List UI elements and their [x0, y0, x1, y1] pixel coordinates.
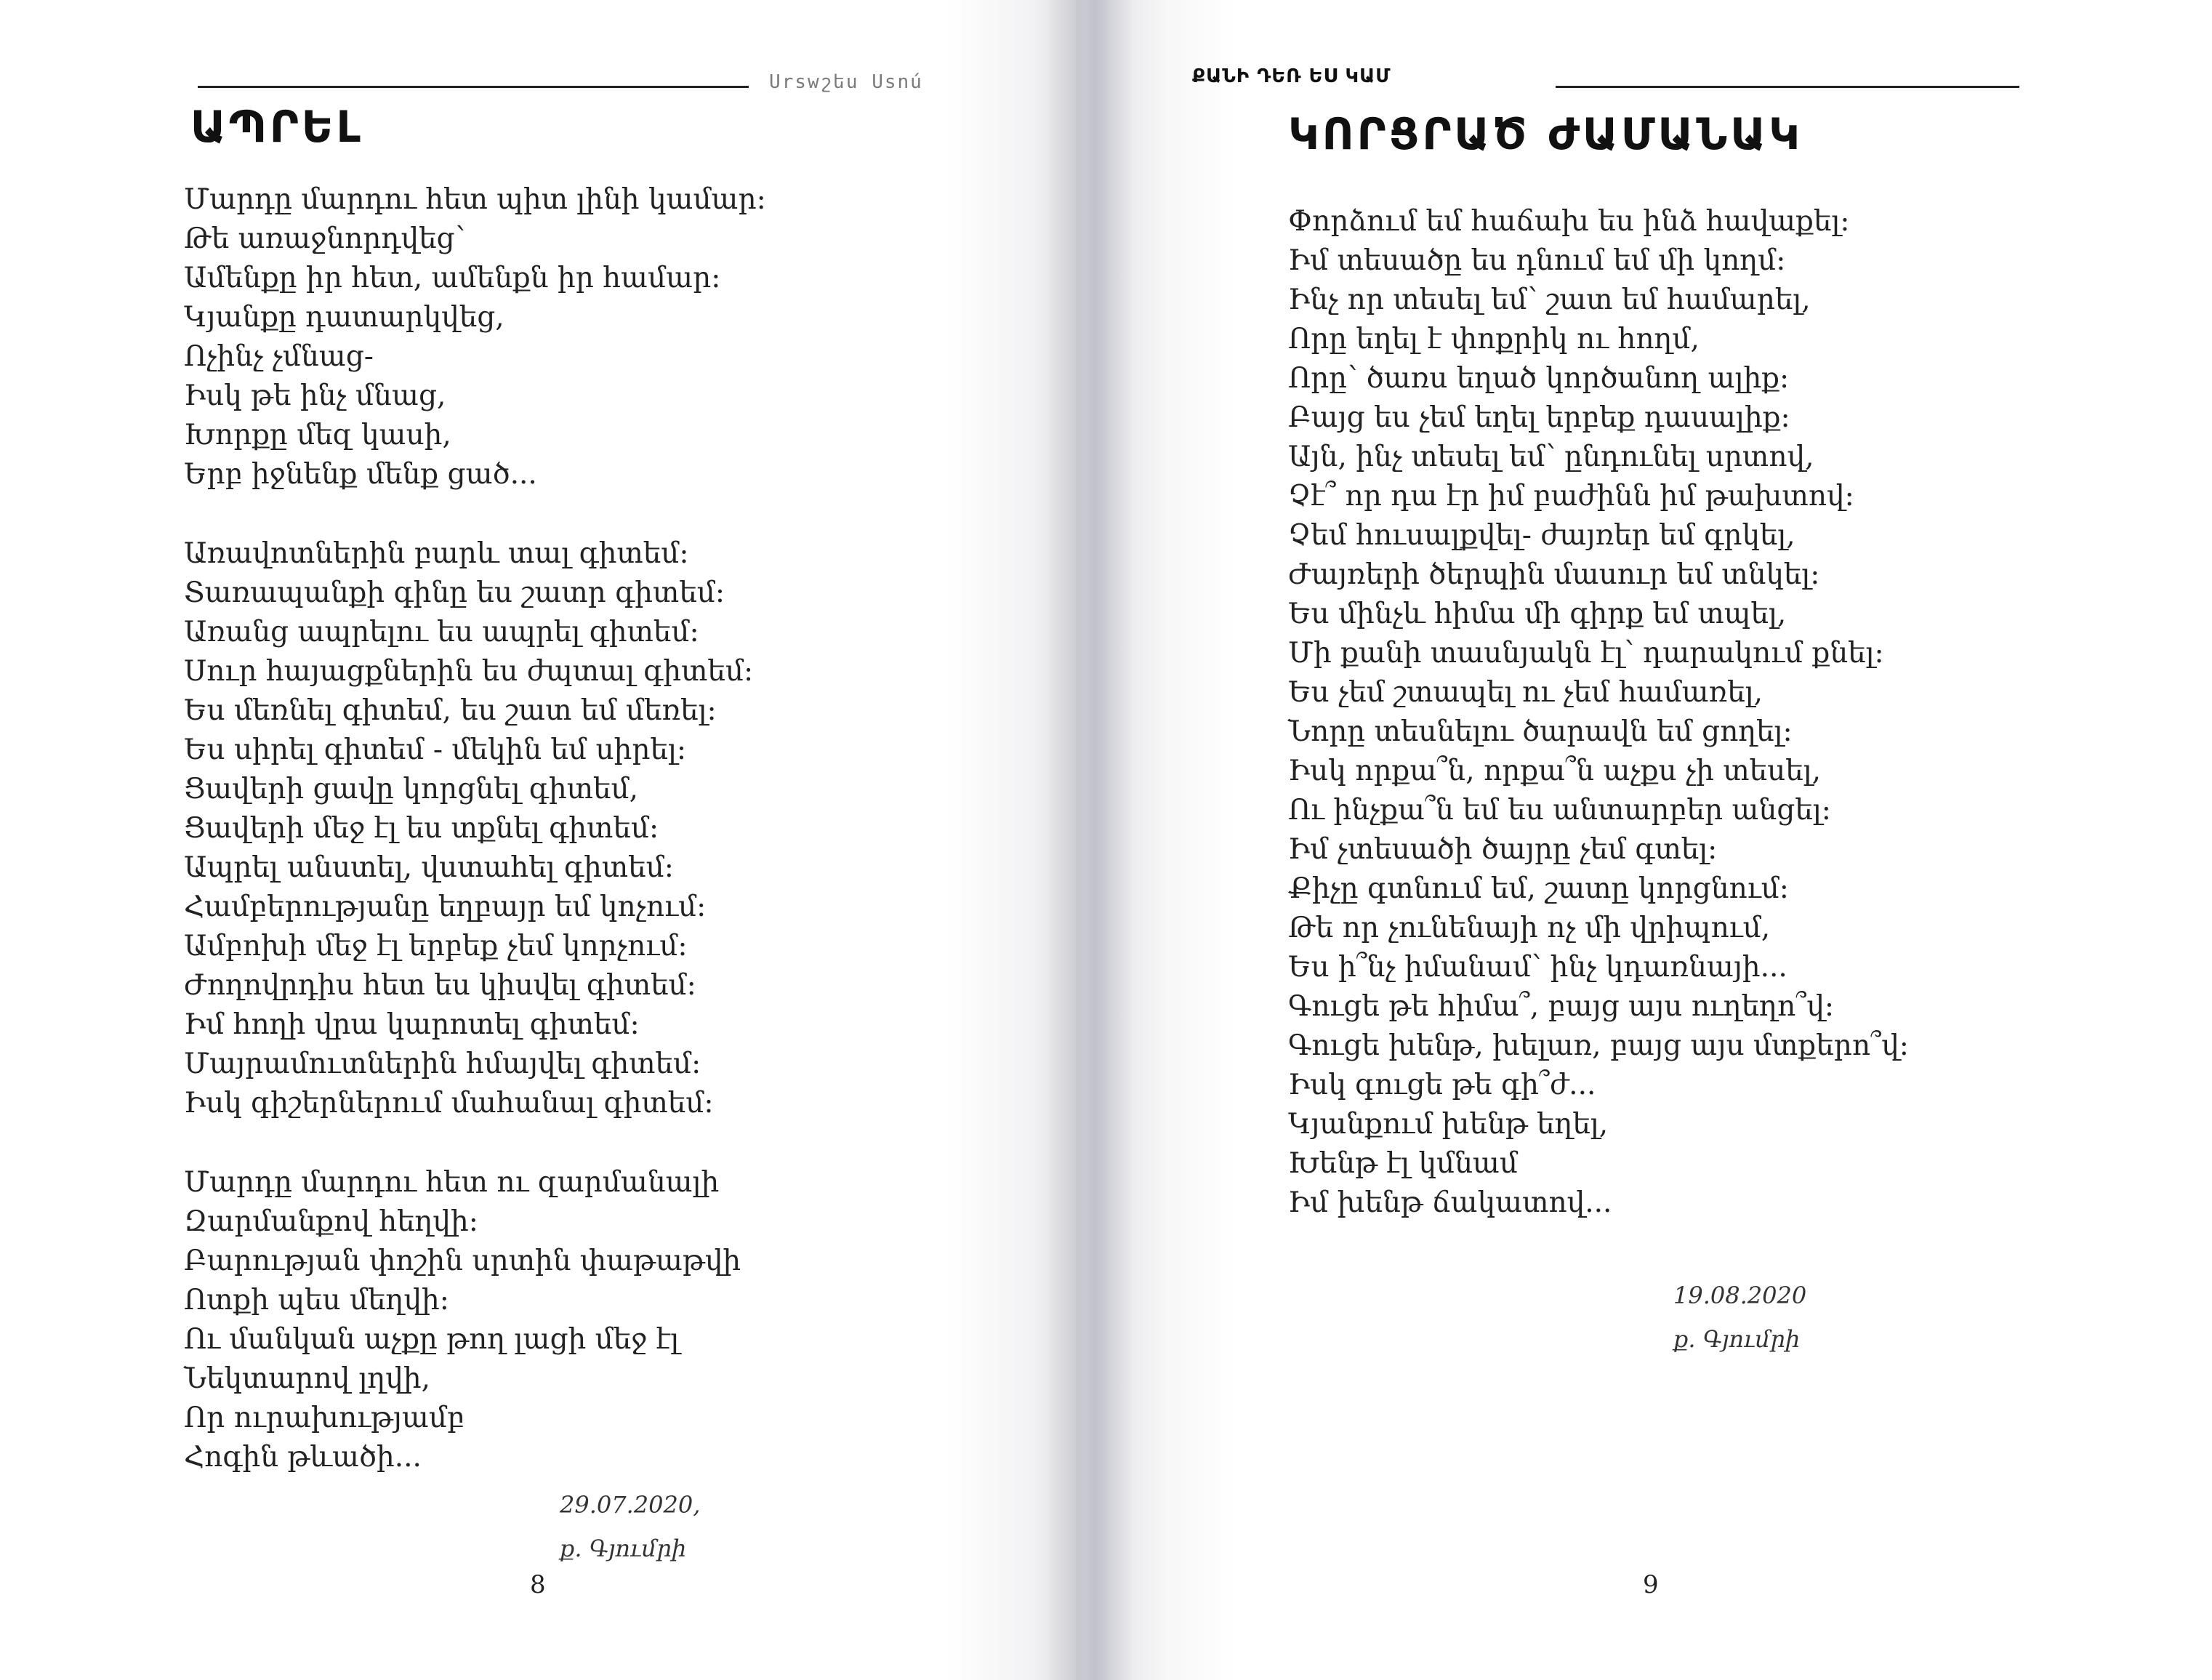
poem-line: Զարմանքով հեղվի:	[184, 1205, 478, 1238]
poem-line: Այն, ինչ տեսել եմ՝ ընդունել սրտով,	[1288, 441, 1814, 473]
poem-line: Թե առաջնորդվեց՝	[184, 222, 465, 255]
poem-line: Խորքը մեզ կասի,	[184, 419, 451, 451]
page-number-right: 9	[1643, 1570, 1659, 1599]
running-head-left: Urswշեu Usnú	[769, 71, 923, 93]
poem-line: Ինչ որ տեսել եմ՝ շատ եմ համարել,	[1288, 284, 1811, 316]
signature-block-right	[1673, 1274, 1806, 1361]
stanza-2	[184, 534, 766, 1123]
poem-line: Երբ իջնենք մենք ցած...	[184, 458, 537, 491]
poem-line: Նեկտարով լղվի,	[184, 1362, 430, 1395]
poem-line: Համբերությանը եղբայր եմ կոչում:	[184, 891, 707, 923]
right-page	[1076, 0, 2212, 1680]
poem-line: Ու ինչքա՞ն եմ ես անտարբեր անցել:	[1288, 794, 1831, 827]
poem-line: Փորձում եմ հաճախ ես ինձ հավաքել:	[1288, 205, 1850, 238]
poem-line: Տառապանքի գինը ես շատր գիտեմ:	[184, 576, 725, 609]
poem-body-right	[1288, 202, 1909, 1263]
poem-line: Առանց ապրելու ես ապրել գիտեմ:	[184, 616, 699, 648]
poem-line: Որը՝ ծառս եղած կործանող ալիք:	[1288, 362, 1790, 395]
poem-line: Չեմ հուսալքվել- ժայռեր եմ գրկել,	[1288, 519, 1795, 552]
poem-place: ք. Գյումրի	[560, 1535, 687, 1562]
stanza-1	[1288, 202, 1909, 1223]
poem-line: Ցավերի ցավը կորցնել գիտեմ,	[184, 773, 639, 805]
poem-line: Բարության փոշին սրտին փաթաթվի	[184, 1245, 741, 1277]
poem-line: Քիչը գտնում եմ, շատը կորցնում:	[1288, 872, 1789, 905]
poem-line: Իմ տեսածը ես դնում եմ մի կողմ:	[1288, 244, 1786, 277]
poem-body-left	[184, 180, 766, 1517]
poem-line: Ժողովրդիս հետ ես կիսվել գիտեմ:	[184, 969, 696, 1002]
poem-line: Ես ի՞նչ իմանամ՝ ինչ կդառնայի...	[1288, 951, 1787, 984]
poem-line: Ես մինչև հիմա մի գիրք եմ տպել,	[1288, 598, 1787, 630]
signature-block-left	[560, 1483, 700, 1570]
poem-line: Ու մանկան աչքը թող լացի մեջ էլ	[184, 1323, 680, 1356]
poem-line: Թե որ չունենայի ոչ մի վրիպում,	[1288, 912, 1771, 944]
poem-line: Չէ՞ որ դա էր իմ բաժինն իմ թախտով:	[1288, 480, 1854, 513]
poem-line: Ոտքի պես մեղվի:	[184, 1284, 449, 1317]
poem-line: Իսկ գուցե թե գի՞ժ...	[1288, 1069, 1596, 1101]
poem-line: Մարդը մարդու հետ ու զարմանալի	[184, 1166, 720, 1199]
poem-line: Ես մեռնել գիտեմ, ես շատ եմ մեռել:	[184, 694, 717, 727]
stanza-3	[184, 1163, 766, 1477]
poem-line: Մի քանի տասնյակն էլ՝ դարակում քնել:	[1288, 637, 1884, 670]
poem-line: Ժայռերի ծերպին մասուր եմ տնկել:	[1288, 558, 1820, 591]
poem-line: Որը եղել է փոքրիկ ու հողմ,	[1288, 323, 1700, 355]
poem-line: Իմ հողի վրա կարոտել գիտեմ:	[184, 1008, 640, 1041]
poem-date: 29.07.2020,	[560, 1491, 701, 1519]
poem-line: Մայրամուտներին հմայվել գիտեմ:	[184, 1048, 701, 1080]
poem-line: Իմ խենթ ճակատով...	[1288, 1186, 1612, 1219]
book-gutter-shadow	[1047, 0, 1134, 1680]
poem-line: Հոգին թևածի...	[184, 1441, 422, 1474]
poem-line: Որ ուրախությամբ	[184, 1402, 465, 1434]
poem-line: Իմ չտեսածի ծայրը չեմ գտել:	[1288, 833, 1718, 866]
poem-line: Ես սիրել գիտեմ - մեկին եմ սիրել:	[184, 734, 686, 766]
poem-date: 19.08.2020	[1673, 1282, 1807, 1309]
poem-line: Կյանքում խենթ եղել,	[1288, 1108, 1609, 1141]
poem-line: Իսկ գիշերներում մահանալ գիտեմ:	[184, 1087, 714, 1120]
poem-place: ք. Գյումրի	[1673, 1325, 1801, 1353]
header-rule-left	[198, 86, 749, 88]
poem-line: Սուր հայացքներին ես ժպտալ գիտեմ:	[184, 655, 754, 688]
left-page	[0, 0, 1076, 1680]
poem-title-left: ԱՊՐԵԼ	[190, 102, 363, 153]
poem-line: Գուցե թե հիմա՞, բայց այս ուղեղո՞վ:	[1288, 990, 1835, 1023]
poem-line: Իսկ որքա՞ն, որքա՞ն աչքս չի տեսել,	[1288, 755, 1822, 787]
poem-line: Ցավերի մեջ էլ ես տքնել գիտեմ:	[184, 812, 659, 845]
poem-line: Ամենքը իր հետ, ամենքն իր համար:	[184, 262, 721, 294]
poem-line: Ես չեմ շտապել ու չեմ համառել,	[1288, 676, 1763, 709]
poem-line: Բայց ես չեմ եղել երբեք դասալիք:	[1288, 401, 1790, 434]
running-head-right: ՔԱՆԻ ԴԵՌ ԵՍ ԿԱՄ	[1192, 65, 1391, 87]
poem-line: Ամբոխի մեջ էլ երբեք չեմ կորչում:	[184, 930, 688, 962]
poem-line: Նորը տեսնելու ծարավն եմ ցողել:	[1288, 715, 1793, 748]
page-number-left: 8	[530, 1570, 546, 1599]
header-rule-right	[1556, 86, 2019, 88]
stanza-1	[184, 180, 766, 494]
poem-line: Խենթ էլ կմնամ	[1288, 1147, 1518, 1180]
poem-line: Ապրել անստել, վստահել գիտեմ:	[184, 851, 674, 884]
poem-line: Կյանքը դատարկվեց,	[184, 301, 504, 334]
poem-line: Մարդը մարդու հետ պիտ լինի կամար:	[184, 183, 766, 216]
poem-line: Իսկ թե ինչ մնաց,	[184, 379, 446, 412]
poem-line: Առավոտներին բարև տալ գիտեմ:	[184, 537, 689, 570]
poem-line: Գուցե խենթ, խելառ, բայց այս մտքերո՞վ:	[1288, 1029, 1909, 1062]
poem-line: Ոչինչ չմնաց-	[184, 340, 374, 373]
poem-title-right: ԿՈՐՑՐԱԾ ԺԱՄԱՆԱԿ	[1288, 109, 1803, 160]
